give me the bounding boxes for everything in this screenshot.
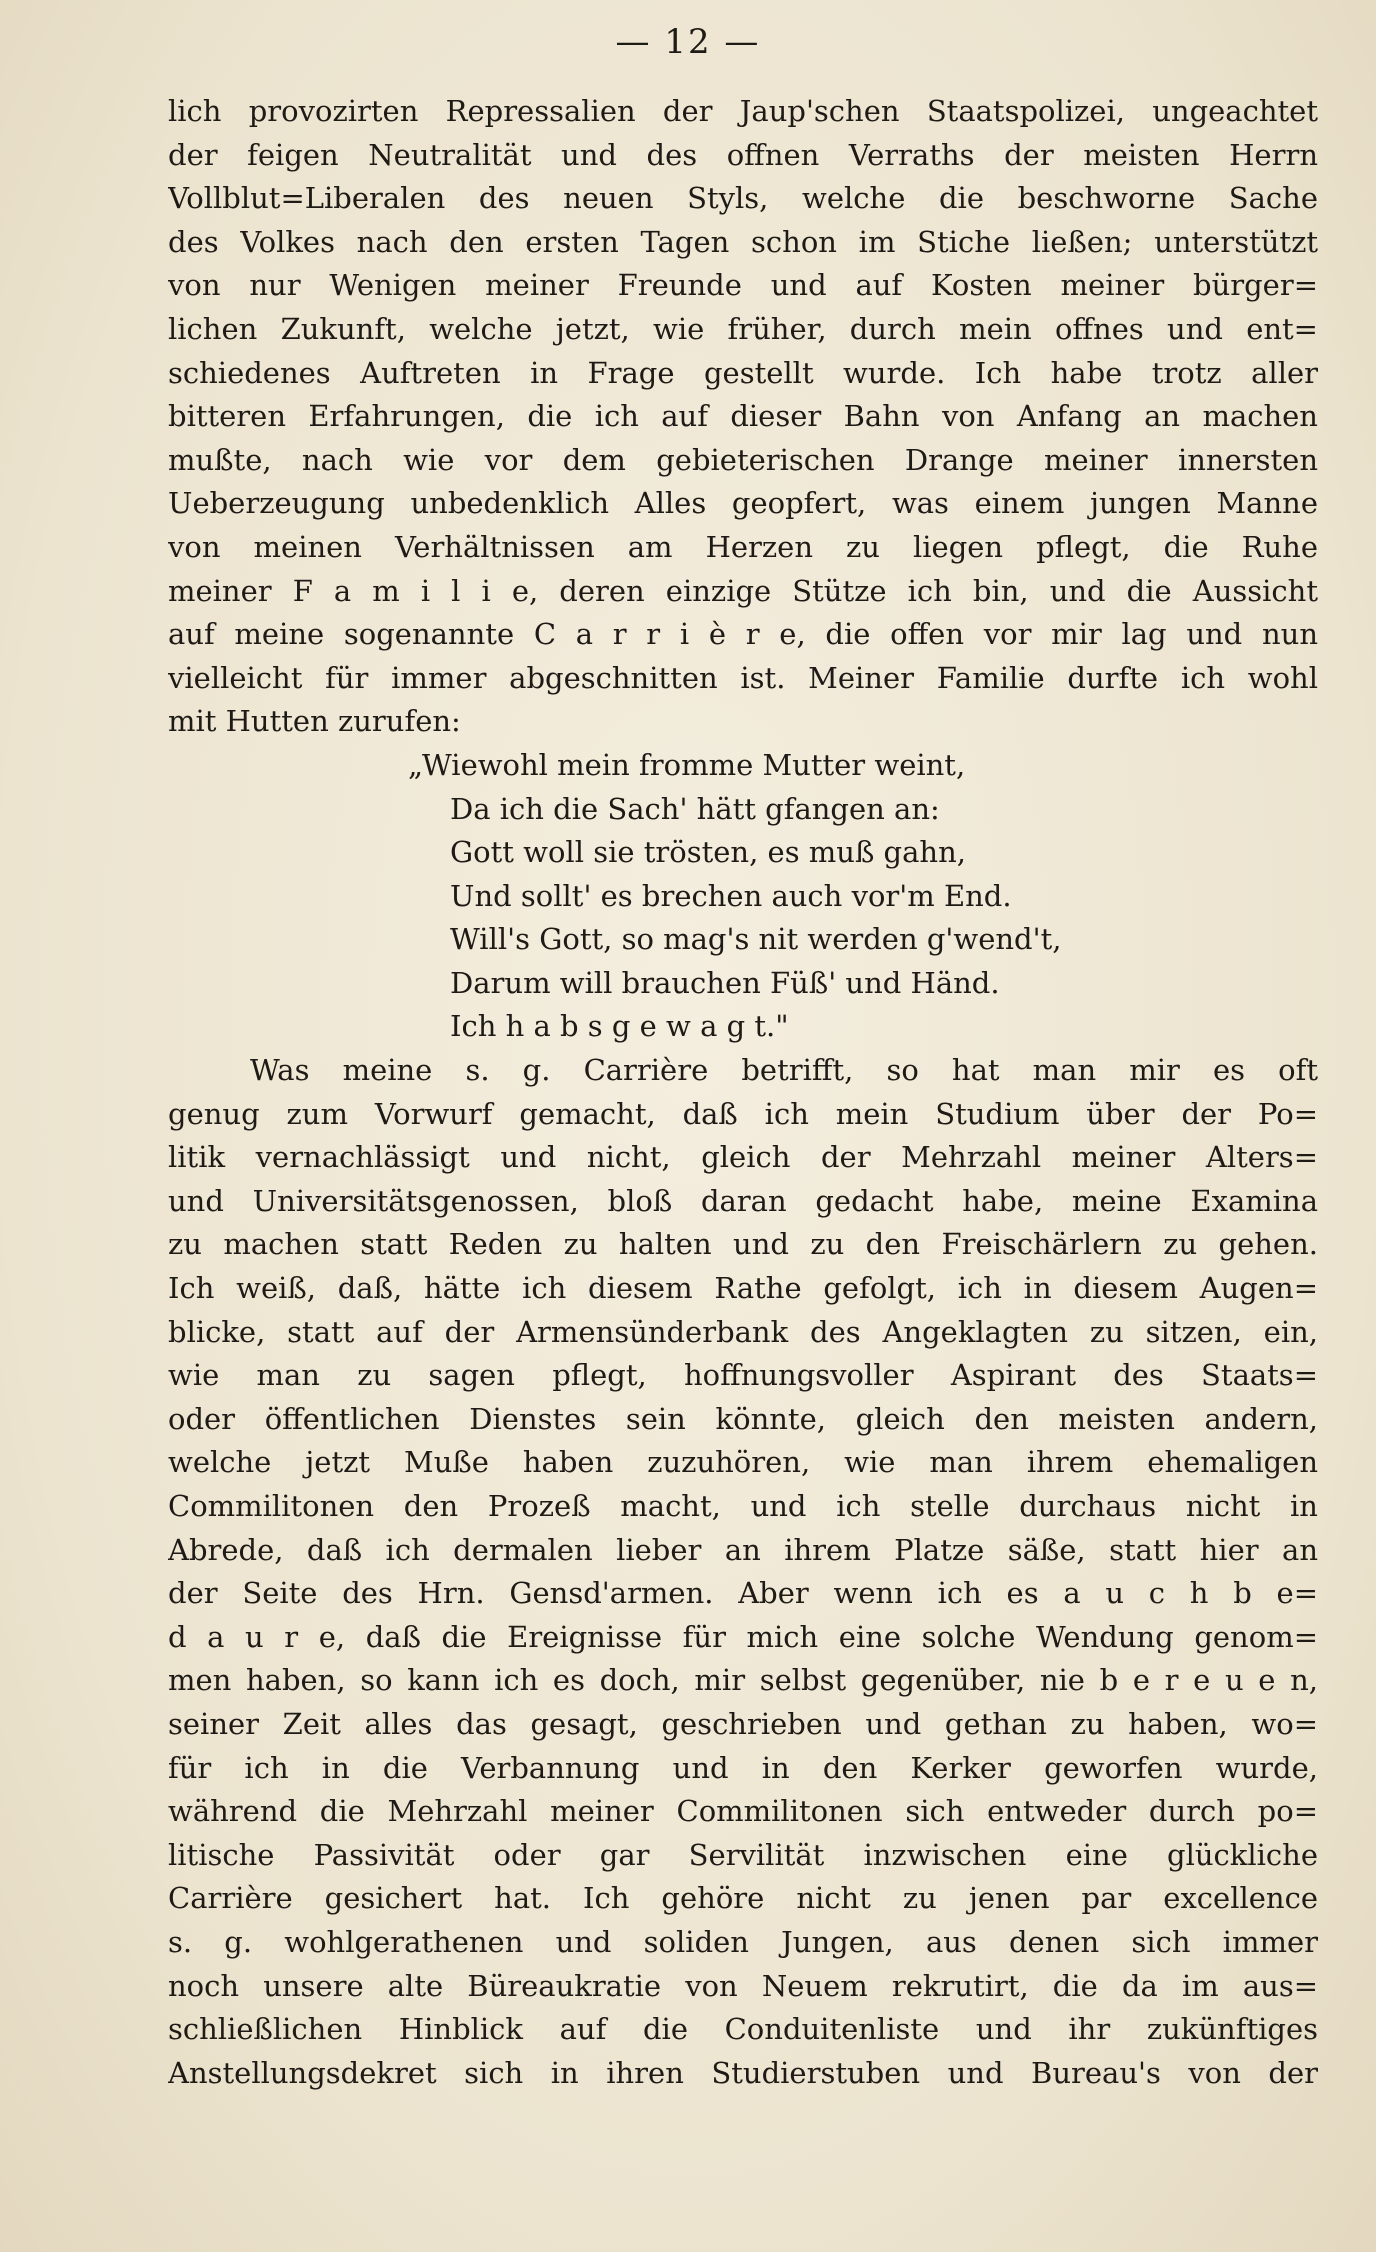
verse-line: Ich h a b s g e w a g t." <box>450 1009 789 1044</box>
verse-line: Da ich die Sach' hätt gfangen an: <box>450 791 940 826</box>
text-line: Ueberzeugung unbedenklich Alles geopfert, was einem jungen Manne <box>168 486 1318 521</box>
page-number: — 12 — <box>615 22 761 62</box>
text-line: zu machen statt Reden zu halten und zu den Freischärlern zu gehen. <box>168 1227 1318 1262</box>
verse-line: Und sollt' es brechen auch vor'm End. <box>450 878 1012 913</box>
text-line: welche jetzt Muße haben zuzuhören, wie man ihrem ehemaligen <box>168 1445 1318 1480</box>
body-text <box>168 90 1318 2095</box>
text-line: noch unsere alte Büreaukratie von Neuem rekrutirt, die da im aus= <box>168 1968 1318 2003</box>
verse-line: Gott woll sie trösten, es muß gahn, <box>450 835 966 870</box>
text-line: Vollblut=Liberalen des neuen Styls, welche die beschworne Sache <box>168 181 1318 216</box>
text-line: blicke, statt auf der Armensünderbank des Angeklagten zu sitzen, ein, <box>168 1314 1318 1349</box>
text-line: der feigen Neutralität und des offnen Verraths der meisten Herrn <box>168 137 1318 172</box>
verse-line: Will's Gott, so mag's nit werden g'wend't, <box>450 922 1062 957</box>
text-line: wie man zu sagen pflegt, hoffnungsvoller Aspirant des Staats= <box>168 1358 1318 1393</box>
text-line: men haben, so kann ich es doch, mir selbst gegenüber, nie b e r e u e n, <box>168 1663 1318 1698</box>
text-line: Carrière gesichert hat. Ich gehöre nicht zu jenen par excellence <box>168 1881 1318 1916</box>
text-line: auf meine sogenannte C a r r i è r e, die offen vor mir lag und nun <box>168 617 1318 652</box>
text-line: Ich weiß, daß, hätte ich diesem Rathe gefolgt, ich in diesem Augen= <box>168 1271 1318 1306</box>
text-line: lich provozirten Repressalien der Jaup'schen Staatspolizei, ungeachtet <box>168 94 1318 128</box>
text-line: lichen Zukunft, welche jetzt, wie früher, durch mein offnes und ent= <box>168 311 1318 346</box>
text-line: Abrede, daß ich dermalen lieber an ihrem Platze säße, statt hier an <box>168 1532 1318 1567</box>
text-line: bitteren Erfahrungen, die ich auf dieser Bahn von Anfang an machen <box>168 399 1318 434</box>
text-line: seiner Zeit alles das gesagt, geschrieben und gethan zu haben, wo= <box>168 1706 1318 1741</box>
text-line: Commilitonen den Prozeß macht, und ich stelle durchaus nicht in <box>168 1489 1318 1523</box>
text-line: litische Passivität oder gar Servilität inzwischen eine glückliche <box>168 1837 1318 1872</box>
text-line: des Volkes nach den ersten Tagen schon im Stiche ließen; unterstützt <box>168 224 1318 259</box>
text-line: d a u r e, daß die Ereignisse für mich eine solche Wendung genom= <box>168 1619 1318 1654</box>
text-line: Was meine s. g. Carrière betrifft, so hat man mir es oft <box>250 1053 1318 1088</box>
text-line: und Universitätsgenossen, bloß daran gedacht habe, meine Examina <box>168 1183 1318 1218</box>
text-line: Anstellungsdekret sich in ihren Studierstuben und Bureau's von der <box>168 2055 1318 2090</box>
text-line: von nur Wenigen meiner Freunde und auf Kosten meiner bürger= <box>168 268 1318 303</box>
text-line: genug zum Vorwurf gemacht, daß ich mein Studium über der Po= <box>168 1096 1318 1131</box>
text-line: s. g. wohlgerathenen und soliden Jungen, aus denen sich immer <box>168 1924 1318 1959</box>
text-line: vielleicht für immer abgeschnitten ist. Meiner Familie durfte ich wohl <box>168 660 1318 695</box>
text-line: von meinen Verhältnissen am Herzen zu liegen pflegt, die Ruhe <box>168 529 1318 564</box>
text-line: schiedenes Auftreten in Frage gestellt wurde. Ich habe trotz aller <box>168 355 1318 390</box>
text-line: meiner F a m i l i e, deren einzige Stütze ich bin, und die Aussicht <box>168 573 1318 608</box>
text-line: oder öffentlichen Dienstes sein könnte, gleich den meisten andern, <box>168 1401 1318 1436</box>
text-line: litik vernachlässigt und nicht, gleich der Mehrzahl meiner Alters= <box>168 1140 1318 1175</box>
verse-line: „Wiewohl mein fromme Mutter weint, <box>408 747 966 782</box>
text-line: schließlichen Hinblick auf die Conduitenliste und ihr zukünftiges <box>168 2012 1318 2047</box>
text-line: für ich in die Verbannung und in den Kerker geworfen wurde, <box>168 1750 1318 1785</box>
text-line: mußte, nach wie vor dem gebieterischen Drange meiner innersten <box>168 442 1318 477</box>
text-line: während die Mehrzahl meiner Commilitonen sich entweder durch po= <box>168 1794 1318 1829</box>
text-line: der Seite des Hrn. Gensd'armen. Aber wenn ich es a u c h b e= <box>168 1576 1318 1611</box>
text-line: mit Hutten zurufen: <box>168 704 461 739</box>
verse-line: Darum will brauchen Füß' und Händ. <box>450 965 1000 1000</box>
